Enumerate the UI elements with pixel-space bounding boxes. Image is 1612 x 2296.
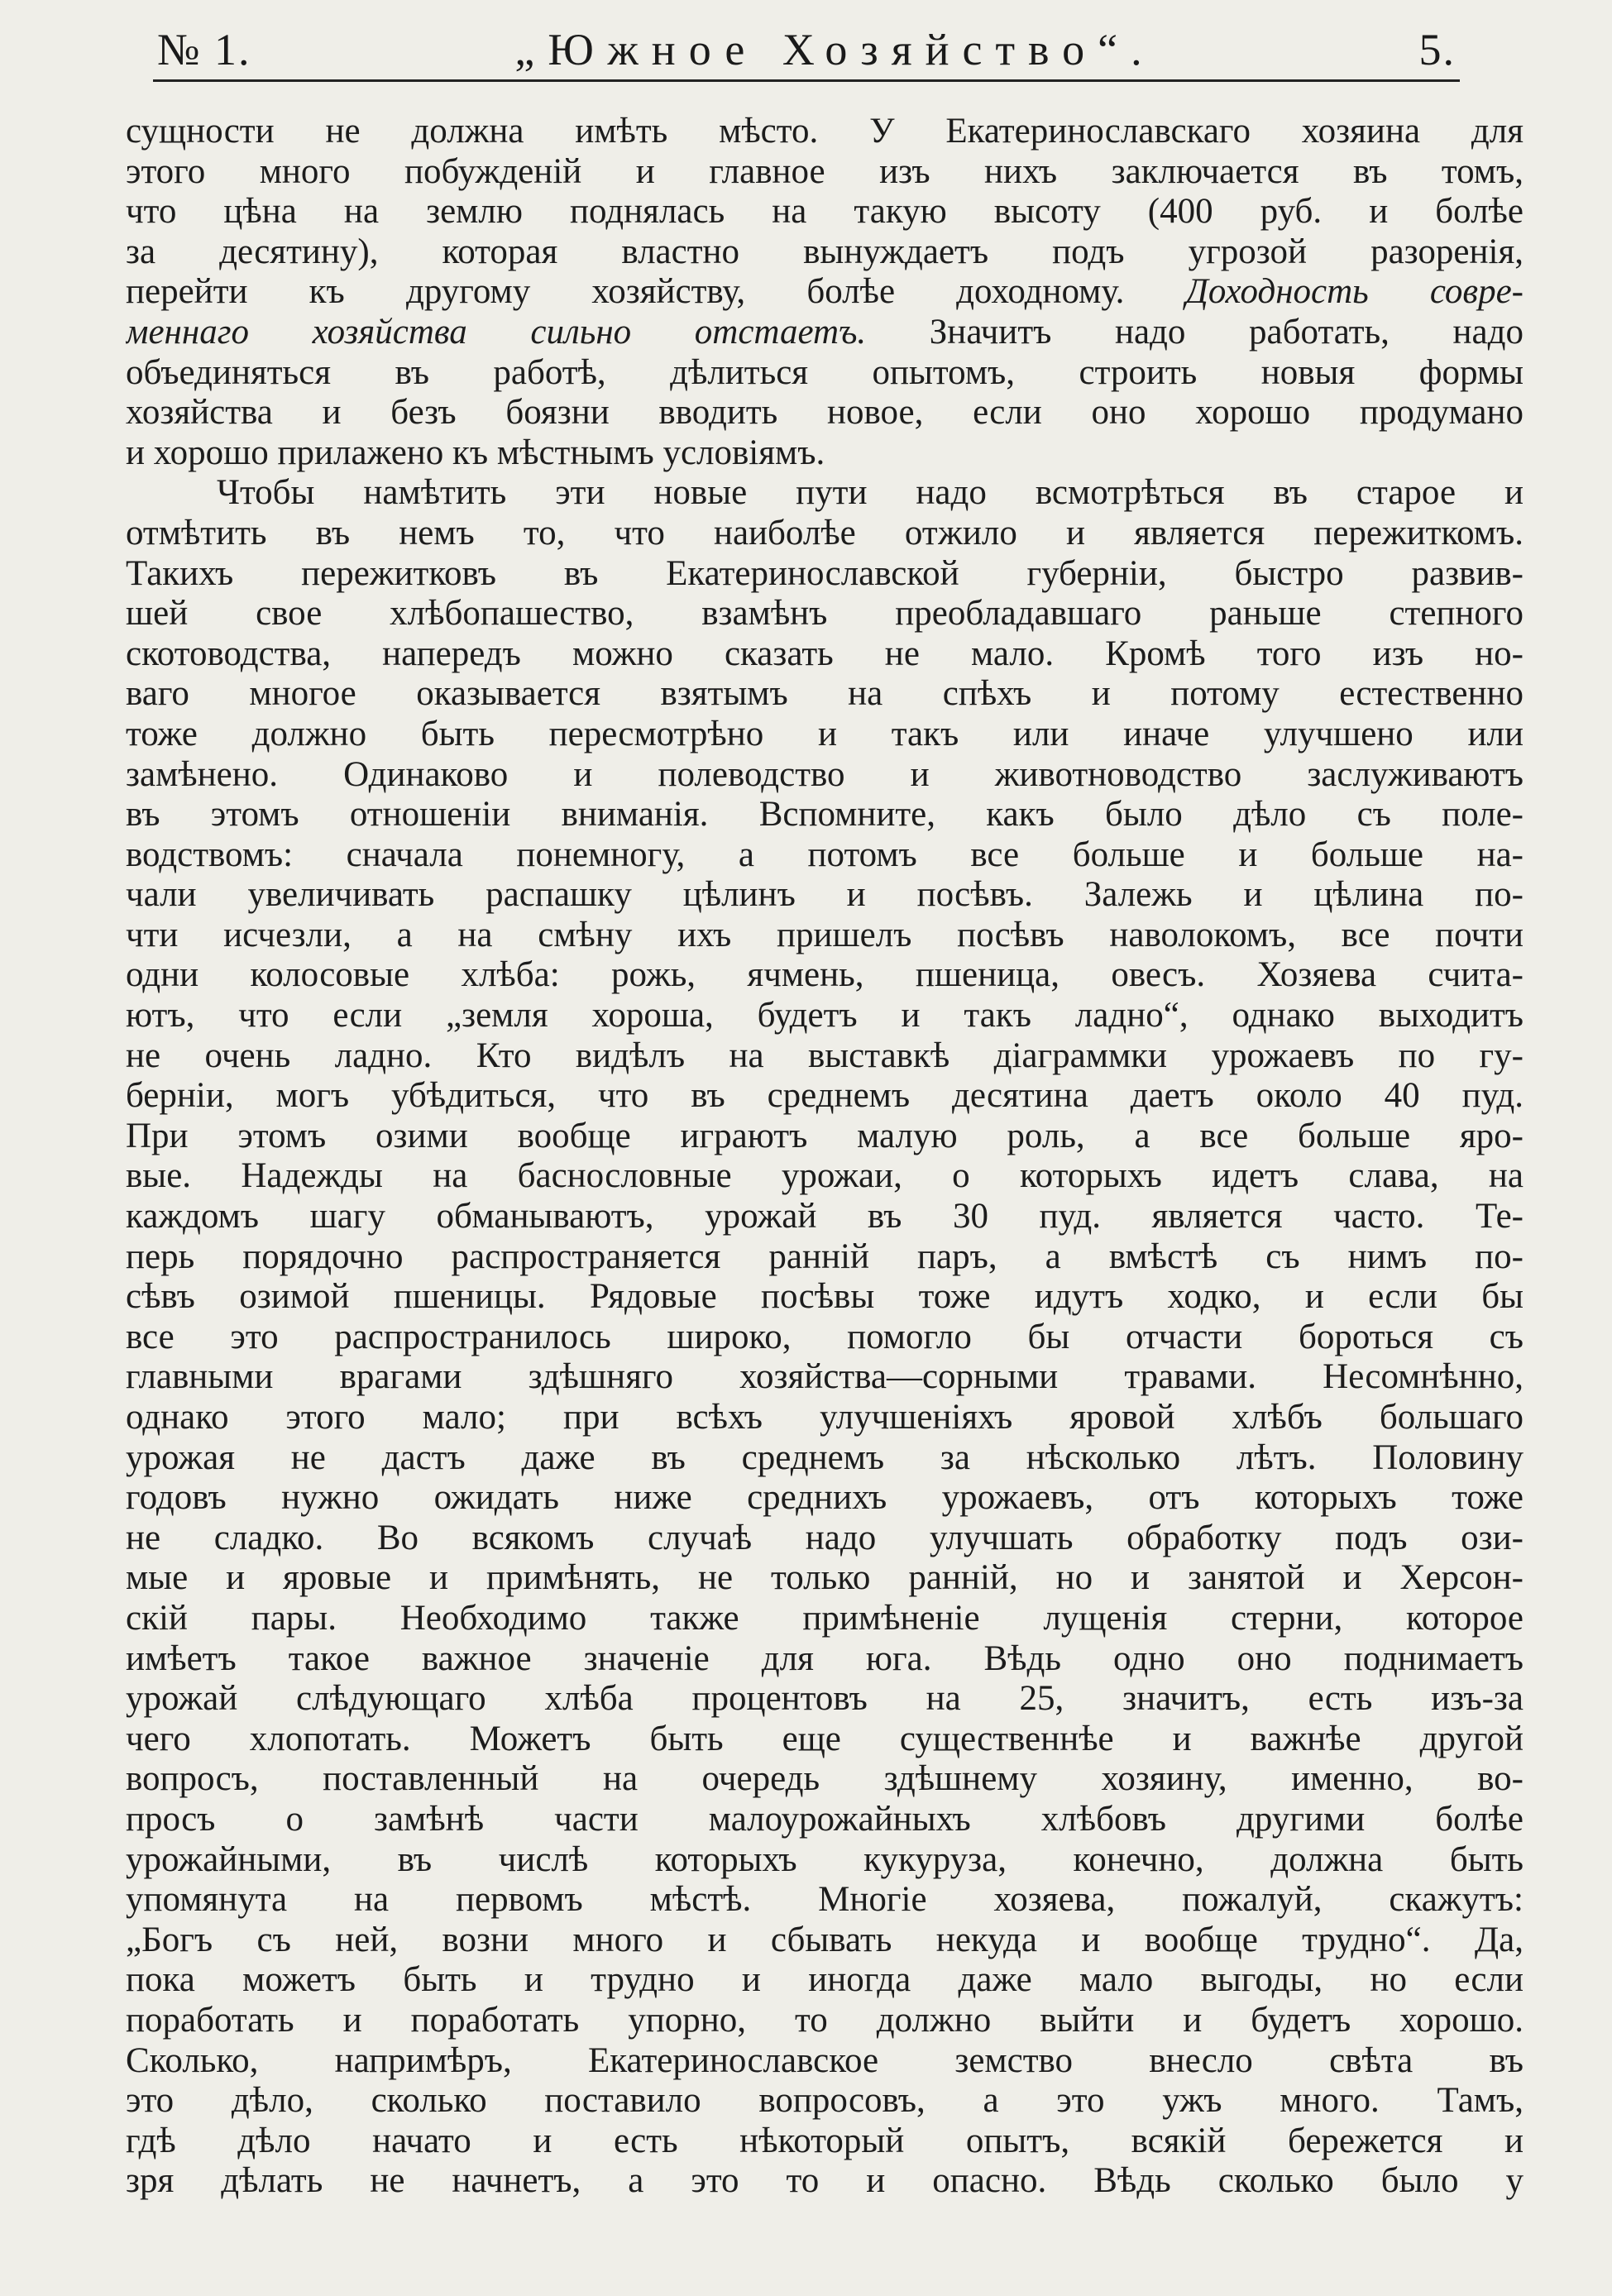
line-text: сущности не должна имѣть мѣсто. У Екатеринославскаго хозяина для	[126, 112, 1524, 151]
line-text: что цѣна на землю поднялась на такую высоту (400 руб. и болѣе	[126, 192, 1524, 232]
text-line	[126, 674, 1524, 715]
text-line	[126, 755, 1524, 796]
line-text: пока можетъ быть и трудно и иногда даже мало выгоды, но если	[126, 1960, 1524, 2000]
text-line	[126, 1357, 1524, 1398]
text-line	[126, 715, 1524, 755]
line-text: объединяться въ работѣ, дѣлиться опытомъ, строить новыя формы	[126, 352, 1524, 392]
paragraph	[126, 112, 1524, 473]
line-text: шей свое хлѣбопашество, взамѣнъ преобладавшаго раньше степного	[126, 594, 1524, 634]
line-text: имѣетъ такое важное значеніе для юга. Вѣдь одно оно поднимаетъ	[126, 1638, 1524, 1678]
line-text: замѣнено. Одинаково и полеводство и животноводство заслуживаютъ	[126, 754, 1524, 794]
text-line	[126, 1800, 1524, 1840]
line-text: скій пары. Необходимо также примѣненіе лущенія стерни, которое	[126, 1598, 1524, 1638]
line-text: однако этого мало; при всѣхъ улучшеніяхъ яровой хлѣбъ большаго	[126, 1398, 1524, 1437]
running-header	[157, 25, 1456, 74]
line-text: скотоводства, напередъ можно сказать не мало. Кромѣ того изъ но-	[126, 634, 1524, 673]
text-line	[126, 112, 1524, 152]
text-line	[126, 393, 1524, 433]
line-text: одни колосовые хлѣба: рожь, ячмень, пшеница, овесъ. Хозяева счита-	[126, 955, 1524, 995]
line-text: не сладко. Во всякомъ случаѣ надо улучшать обработку подъ ози-	[126, 1518, 1524, 1557]
line-text: тоже должно быть пересмотрѣно и такъ или иначе улучшено или	[126, 714, 1524, 753]
journal-title: „Южное Хозяйство“.	[514, 25, 1155, 74]
line-text: Значитъ надо работать, надо	[866, 312, 1524, 352]
text-line	[126, 514, 1524, 554]
text-line	[126, 272, 1524, 313]
text-line	[126, 1117, 1524, 1157]
text-line	[126, 1277, 1524, 1318]
line-text: не очень ладно. Кто видѣлъ на выставкѣ діаграммки урожаевъ по гу-	[126, 1036, 1524, 1075]
text-line	[126, 1478, 1524, 1519]
text-line	[126, 835, 1524, 876]
line-text: каждомъ шагу обманываютъ, урожай въ 30 пуд. является часто. Те-	[126, 1197, 1524, 1236]
line-text: и хорошо прилажено къ мѣстнымъ условіямъ.	[126, 433, 825, 472]
article-body	[126, 112, 1524, 2202]
line-text: берніи, могъ убѣдиться, что въ среднемъ десятина даетъ около 40 пуд.	[126, 1076, 1524, 1116]
line-text: мые и яровые и примѣнять, не только ранній, но и занятой и Херсон-	[126, 1558, 1524, 1598]
line-text: чего хлопотать. Можетъ быть еще существеннѣе и важнѣе другой	[126, 1719, 1524, 1758]
text-line	[126, 1880, 1524, 1921]
line-text: чти исчезли, а на смѣну ихъ пришелъ посѣвъ наволокомъ, все почти	[126, 915, 1524, 954]
text-line	[126, 554, 1524, 595]
italic-text: меннаго хозяйства сильно отстаетъ.	[126, 312, 867, 352]
line-text: за десятину), которая властно вынуждаетъ подъ угрозой разоренія,	[126, 232, 1524, 271]
text-line	[126, 1036, 1524, 1077]
text-line	[126, 875, 1524, 916]
text-line	[126, 1759, 1524, 1800]
text-line	[126, 353, 1524, 394]
line-text: ютъ, что если „земля хороша, будетъ и такъ ладно“, однако выходитъ	[126, 996, 1524, 1036]
text-line	[126, 1398, 1524, 1438]
text-line	[126, 473, 1524, 514]
text-line	[126, 1438, 1524, 1479]
line-text: урожай слѣдующаго хлѣба процентовъ на 25, значитъ, есть изъ-за	[126, 1679, 1524, 1719]
paragraph	[126, 473, 1524, 2202]
line-text: поработать и поработать упорно, то должно выйти и будетъ хорошо.	[126, 2000, 1524, 2040]
line-text: ваго многое оказывается взятымъ на спѣхъ и потому естественно	[126, 674, 1524, 714]
line-text: Такихъ пережитковъ въ Екатеринославской губерніи, быстро развив-	[126, 553, 1524, 593]
line-text: водствомъ: сначала понемногу, а потомъ все больше и больше на-	[126, 835, 1524, 874]
text-line	[126, 313, 1524, 353]
line-text: При этомъ озими вообще играютъ малую роль, а все больше яро-	[126, 1116, 1524, 1155]
text-line	[126, 1840, 1524, 1881]
line-text: все это распространилось широко, помогло бы отчасти бороться съ	[126, 1317, 1524, 1356]
line-text: хозяйства и безъ боязни вводить новое, если оно хорошо продумано	[126, 393, 1524, 433]
text-line	[126, 2161, 1524, 2202]
text-line	[126, 1599, 1524, 1639]
text-line	[126, 1639, 1524, 1680]
line-text: урожайными, въ числѣ которыхъ кукуруза, конечно, должна быть	[126, 1839, 1524, 1879]
line-text: годовъ нужно ожидать ниже среднихъ урожаевъ, отъ которыхъ тоже	[126, 1478, 1524, 1518]
text-line	[126, 2001, 1524, 2041]
line-text: зря дѣлать не начнетъ, а это то и опасно. Вѣдь сколько было у	[126, 2161, 1524, 2201]
line-text: этого много побужденій и главное изъ нихъ заключается въ томъ,	[126, 151, 1524, 191]
page-number: 5.	[1418, 25, 1456, 74]
text-line	[126, 795, 1524, 835]
line-text: Чтобы намѣтить эти новые пути надо всмотрѣться въ старое и	[217, 473, 1524, 513]
text-line	[126, 916, 1524, 956]
text-line	[126, 232, 1524, 273]
text-line	[126, 2081, 1524, 2121]
line-text: перь порядочно распространяется ранній паръ, а вмѣстѣ съ нимъ по-	[126, 1236, 1524, 1276]
line-text: упомянута на первомъ мѣстѣ. Многіе хозяева, пожалуй, скажутъ:	[126, 1880, 1524, 1920]
text-line	[126, 2121, 1524, 2162]
line-text: въ этомъ отношеніи вниманія. Вспомните, какъ было дѣло съ поле-	[126, 795, 1524, 835]
text-line	[126, 1519, 1524, 1559]
text-line	[126, 2041, 1524, 2082]
issue-number: № 1.	[157, 25, 251, 74]
line-text: отмѣтить въ немъ то, что наиболѣе отжило и является пережиткомъ.	[126, 513, 1524, 552]
text-line	[126, 1960, 1524, 2001]
line-text: вопросъ, поставленный на очередь здѣшнему хозяину, именно, во-	[126, 1759, 1524, 1799]
line-text: сѣвъ озимой пшеницы. Рядовые посѣвы тоже идутъ ходко, и если бы	[126, 1277, 1524, 1317]
text-line	[126, 634, 1524, 675]
text-line	[126, 433, 1524, 474]
line-text: вые. Надежды на баснословные урожаи, о которыхъ идетъ слава, на	[126, 1156, 1524, 1196]
text-line	[126, 192, 1524, 232]
text-line	[126, 996, 1524, 1036]
line-text: это дѣло, сколько поставило вопросовъ, а это ужъ много. Тамъ,	[126, 2081, 1524, 2121]
line-text: перейти къ другому хозяйству, болѣе доходному.	[126, 272, 1125, 312]
text-line	[126, 594, 1524, 634]
line-text: урожая не дастъ даже въ среднемъ за нѣсколько лѣтъ. Половину	[126, 1437, 1524, 1477]
line-text: „Богъ съ ней, возни много и сбывать некуда и вообще трудно“. Да,	[126, 1920, 1524, 1959]
text-line	[126, 1237, 1524, 1278]
text-line	[126, 955, 1524, 996]
line-text: Сколько, напримѣръ, Екатеринославское земство внесло свѣта въ	[126, 2040, 1524, 2080]
text-line	[126, 1197, 1524, 1237]
text-line	[126, 1156, 1524, 1197]
line-text: главными врагами здѣшняго хозяйства—сорными травами. Несомнѣнно,	[126, 1357, 1524, 1397]
header-rule	[153, 79, 1460, 82]
text-line	[126, 1558, 1524, 1599]
line-text: просъ о замѣнѣ части малоурожайныхъ хлѣбовъ другими болѣе	[126, 1799, 1524, 1839]
text-line	[126, 1679, 1524, 1720]
italic-text: Доходность совре-	[1185, 272, 1524, 312]
text-line	[126, 1076, 1524, 1117]
text-line	[126, 1921, 1524, 1961]
text-line	[126, 1318, 1524, 1358]
line-text: чали увеличивать распашку цѣлинъ и посѣвъ. Залежь и цѣлина по-	[126, 875, 1524, 915]
text-line	[126, 152, 1524, 193]
line-text: гдѣ дѣло начато и есть нѣкоторый опытъ, всякій бережется и	[126, 2121, 1524, 2160]
text-line	[126, 1720, 1524, 1760]
